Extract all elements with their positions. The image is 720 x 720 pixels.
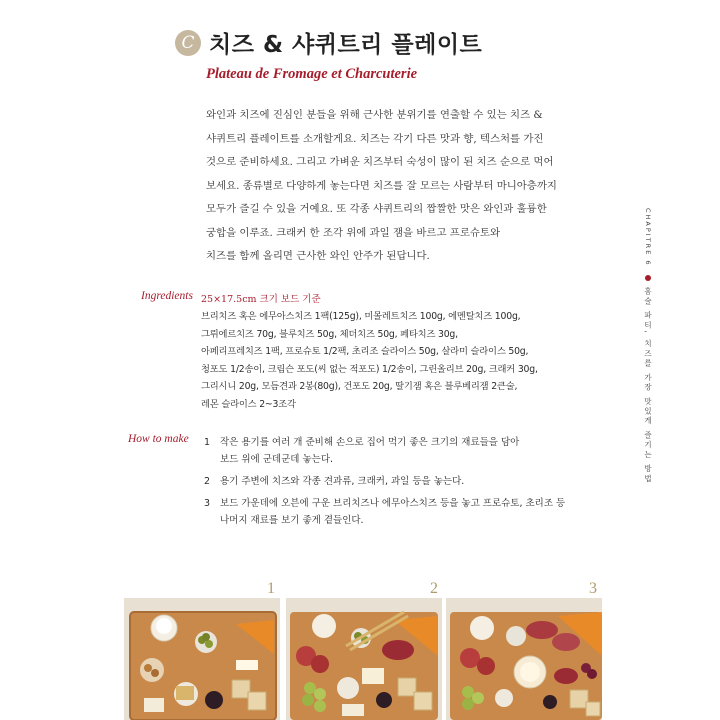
title-row — [175, 26, 482, 59]
howto-label: How to make — [128, 433, 189, 445]
ingredient-line: 청포도 1/2송이, 크림슨 포도(씨 없는 적포도) 1/2송이, 그린올리브 20g, 크래커 30g, — [201, 363, 538, 375]
page-subtitle: Plateau de Fromage et Charcuterie — [206, 66, 418, 82]
step-text — [220, 473, 464, 490]
photo-number-2: 2 — [430, 580, 438, 597]
step-photo-1 — [124, 598, 280, 720]
step-line: 용기 주변에 치즈와 각종 견과류, 크래커, 과일 등을 놓는다. — [220, 476, 465, 487]
page-title: 치즈 & 샤퀴트리 플레이트 — [209, 32, 483, 58]
steps-list — [204, 434, 604, 534]
ingredient-line: 아페리프레치즈 1팩, 프로슈토 1/2팩, 초리조 슬라이스 50g, 살라미 슬라이스 50g, — [201, 346, 529, 357]
step-item — [204, 434, 604, 468]
step-number: 1 — [204, 437, 211, 448]
step-line: 보드 위에 군데군데 놓는다. — [220, 454, 334, 465]
ingredient-line: 브리치즈 혹은 에무아스치즈 1팩(125g), 미몰레트치즈 100g, 에멘탈치즈 100g, — [201, 311, 521, 322]
step-item — [204, 473, 604, 490]
ingredients-list — [201, 308, 581, 413]
step-line: 작은 용기를 여러 개 준비해 손으로 집어 먹기 좋은 크기의 재료들을 담아 — [220, 437, 520, 448]
step-photos — [124, 580, 606, 720]
side-dot-icon — [645, 275, 651, 281]
board-size-note: 25×17.5cm 크기 보드 기준 — [201, 294, 321, 305]
intro-line: 것으로 준비하세요. 그리고 가벼운 치즈부터 숙성이 많이 된 치즈 순으로 먹어 — [206, 156, 554, 168]
intro-paragraph — [206, 104, 598, 269]
intro-line: 샤퀴트리 플레이트를 소개할게요. 치즈는 각기 다른 맛과 향, 텍스처를 가진 — [206, 132, 544, 145]
intro-line: 치즈를 함께 올리면 근사한 와인 안주가 된답니다. — [206, 250, 430, 262]
photo-number-1: 1 — [267, 580, 275, 597]
side-chapter-title: 홈술 파티, 치즈를 가장 맛있게 즐기는 방법 — [643, 286, 653, 484]
photo-number-3: 3 — [589, 580, 597, 597]
intro-line: 와인과 치즈에 진심인 분들을 위해 근사한 분위기를 연출할 수 있는 치즈 & — [206, 109, 543, 121]
step-item — [204, 495, 604, 529]
step-text — [220, 434, 519, 468]
step-photo-3 — [446, 598, 602, 720]
ingredients-label: Ingredients — [141, 290, 193, 302]
step-number: 3 — [204, 498, 211, 509]
intro-line: 궁합을 이루죠. 크래커 한 조각 위에 과일 잼을 바르고 프로슈토와 — [206, 226, 500, 239]
ingredient-line: 그뤼에르치즈 70g, 블루치즈 50g, 체더치즈 50g, 페타치즈 30g, — [201, 328, 458, 340]
intro-line: 보세요. 종류별로 다양하게 놓는다면 치즈를 잘 모르는 사람부터 마니아층까지 — [206, 179, 557, 192]
step-number: 2 — [204, 476, 211, 487]
step-line: 나머지 재료를 보기 좋게 곁들인다. — [220, 515, 364, 526]
intro-line: 모두가 즐길 수 있을 거예요. 또 각종 샤퀴트리의 짭짤한 맛은 와인과 훌륭한 — [206, 203, 547, 215]
chapter-badge-icon: C — [175, 30, 201, 56]
step-line: 보드 가운데에 오븐에 구운 브리치즈나 에무아스치즈 등을 놓고 프로슈토, 초리조 등 — [220, 498, 566, 509]
step-photo-2 — [286, 598, 442, 720]
ingredient-line: 그리시니 20g, 모듬견과 2봉(80g), 건포도 20g, 딸기잼 혹은 블루베리잼 2큰술, — [201, 381, 518, 392]
chapter-side-tab — [640, 208, 656, 484]
ingredient-line: 레몬 슬라이스 2~3조각 — [201, 398, 296, 410]
side-chapter-label: CHAPITRE 6 — [644, 208, 652, 267]
step-text — [220, 495, 565, 529]
